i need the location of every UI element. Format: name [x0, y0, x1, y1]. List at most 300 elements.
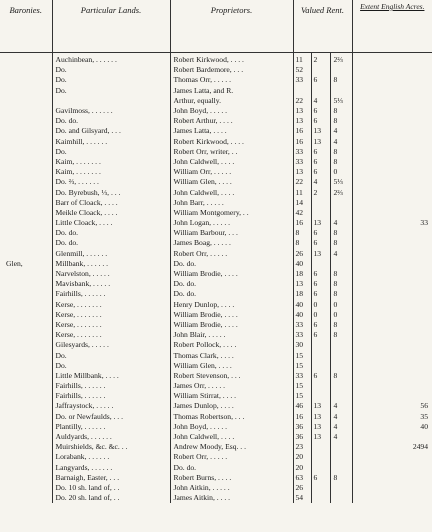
barony-cell: [0, 249, 52, 259]
table-row: [0, 147, 432, 157]
table-row: [0, 412, 432, 422]
barony-cell: [0, 228, 52, 238]
table-row: [0, 177, 432, 187]
proprietor-cell: Robert Kirkwood, . . . .: [170, 137, 293, 147]
table-row: [0, 198, 432, 208]
acres-cell: [352, 493, 432, 503]
acres-cell: [352, 53, 432, 66]
land-cell: Kerse, . . . . . . .: [52, 320, 170, 330]
acres-cell: [352, 300, 432, 310]
rent-pence-cell: 0: [330, 310, 352, 320]
rent-pence-cell: 2⅔: [330, 53, 352, 66]
land-cell: Do.: [52, 350, 170, 360]
proprietor-cell: Robert Orr, . . . . .: [170, 249, 293, 259]
acres-cell: [352, 483, 432, 493]
barony-cell: [0, 187, 52, 197]
table-row: [0, 442, 432, 452]
land-cell: Barr of Cloack, . . . .: [52, 198, 170, 208]
proprietor-cell: Andrew Moody, Esq. . .: [170, 442, 293, 452]
proprietor-cell: Do. do.: [170, 259, 293, 269]
proprietor-cell: Robert Kirkwood, . . . .: [170, 53, 293, 66]
header-extent-acres: Extent English Acres.: [352, 0, 432, 53]
header-valued-rent: Valued Rent.: [293, 0, 352, 53]
land-cell: Gilesyards, . . . . .: [52, 340, 170, 350]
land-cell: Kaimhill, . . . . . .: [52, 137, 170, 147]
barony-cell: [0, 137, 52, 147]
rent-shillings-cell: [311, 86, 330, 96]
proprietor-cell: John Caldwell, . . . .: [170, 187, 293, 197]
table-row: [0, 259, 432, 269]
proprietor-cell: John Boyd, . . . . .: [170, 422, 293, 432]
rent-shillings-cell: [311, 350, 330, 360]
barony-cell: [0, 371, 52, 381]
table-row: [0, 493, 432, 503]
land-cell: Kaim, . . . . . . .: [52, 167, 170, 177]
rent-pence-cell: 8: [330, 279, 352, 289]
rent-pence-cell: 2⅔: [330, 187, 352, 197]
rent-shillings-cell: 6: [311, 147, 330, 157]
land-cell: Millbank, . . . . . .: [52, 259, 170, 269]
rent-shillings-cell: [311, 65, 330, 75]
rent-pence-cell: 4: [330, 432, 352, 442]
rent-pounds-cell: 33: [293, 320, 311, 330]
land-cell: Little Millbank, . . . .: [52, 371, 170, 381]
land-cell: Kaim, . . . . . . .: [52, 157, 170, 167]
rent-pence-cell: 8: [330, 106, 352, 116]
proprietor-cell: John Aitkin, . . . . .: [170, 483, 293, 493]
barony-cell: [0, 126, 52, 136]
acres-cell: [352, 310, 432, 320]
acres-cell: [352, 350, 432, 360]
rent-shillings-cell: [311, 198, 330, 208]
proprietor-cell: James Boag, . . . . .: [170, 238, 293, 248]
rent-pence-cell: 8: [330, 473, 352, 483]
rent-shillings-cell: 13: [311, 432, 330, 442]
rent-pounds-cell: 8: [293, 228, 311, 238]
rent-pounds-cell: 63: [293, 473, 311, 483]
acres-cell: [352, 96, 432, 106]
rent-shillings-cell: [311, 361, 330, 371]
land-cell: Mavisbank, . . . . .: [52, 279, 170, 289]
rent-shillings-cell: 13: [311, 126, 330, 136]
proprietor-cell: William Glen, . . . .: [170, 361, 293, 371]
proprietor-cell: James Latta, . . . .: [170, 126, 293, 136]
rent-pence-cell: [330, 340, 352, 350]
barony-cell: [0, 340, 52, 350]
rent-pounds-cell: 13: [293, 106, 311, 116]
land-cell: Lorabank, . . . . . .: [52, 452, 170, 462]
barony-cell: [0, 269, 52, 279]
barony-cell: [0, 381, 52, 391]
rent-pounds-cell: 16: [293, 412, 311, 422]
rent-pounds-cell: 22: [293, 177, 311, 187]
proprietor-cell: John Blair, . . . . .: [170, 330, 293, 340]
rent-pence-cell: 8: [330, 157, 352, 167]
table-row: [0, 269, 432, 279]
acres-cell: 2494: [352, 442, 432, 452]
barony-cell: [0, 391, 52, 401]
rent-shillings-cell: 13: [311, 401, 330, 411]
rent-shillings-cell: [311, 463, 330, 473]
land-cell: Langyards, . . . . . .: [52, 463, 170, 473]
rent-shillings-cell: 4: [311, 96, 330, 106]
acres-cell: [352, 249, 432, 259]
proprietor-cell: Robert Arthur, . . . .: [170, 116, 293, 126]
rent-pence-cell: 0: [330, 300, 352, 310]
land-cell: Meikle Cloack, . . . .: [52, 208, 170, 218]
rent-pence-cell: 4: [330, 422, 352, 432]
acres-cell: [352, 269, 432, 279]
rent-pence-cell: 4: [330, 412, 352, 422]
land-cell: Do. and Gilsyard, . . .: [52, 126, 170, 136]
land-cell: [52, 96, 170, 106]
rent-pence-cell: 5⅓: [330, 96, 352, 106]
rent-pence-cell: 8: [330, 75, 352, 85]
rent-pounds-cell: 36: [293, 432, 311, 442]
rent-pounds-cell: 54: [293, 493, 311, 503]
land-cell: Do.: [52, 75, 170, 85]
table-row: [0, 452, 432, 462]
proprietor-cell: Thomas Orr, . . . . .: [170, 75, 293, 85]
proprietor-cell: John Logan, . . . . .: [170, 218, 293, 228]
rent-pence-cell: 0: [330, 167, 352, 177]
table-row: [0, 422, 432, 432]
proprietor-cell: Do. do.: [170, 289, 293, 299]
rent-pounds-cell: 8: [293, 238, 311, 248]
acres-cell: [352, 371, 432, 381]
rent-pence-cell: [330, 452, 352, 462]
proprietor-cell: Thomas Clark, . . . .: [170, 350, 293, 360]
rent-shillings-cell: [311, 391, 330, 401]
barony-cell: [0, 442, 52, 452]
proprietor-cell: William Brodie, . . . .: [170, 269, 293, 279]
rent-pounds-cell: 40: [293, 300, 311, 310]
proprietor-cell: John Caldwell, . . . .: [170, 157, 293, 167]
barony-cell: [0, 96, 52, 106]
proprietor-cell: James Dunlop, . . . .: [170, 401, 293, 411]
acres-cell: [352, 147, 432, 157]
rent-shillings-cell: 6: [311, 228, 330, 238]
land-cell: Do. 20 sh. land of, . .: [52, 493, 170, 503]
rent-pounds-cell: 42: [293, 208, 311, 218]
barony-cell: [0, 167, 52, 177]
rent-pence-cell: [330, 208, 352, 218]
barony-cell: Glen,: [6, 258, 23, 268]
acres-cell: [352, 187, 432, 197]
acres-cell: [352, 259, 432, 269]
rent-pence-cell: 4: [330, 401, 352, 411]
barony-cell: [0, 300, 52, 310]
rent-pence-cell: 4: [330, 137, 352, 147]
proprietor-cell: Robert Stevenson, . . .: [170, 371, 293, 381]
barony-cell: [0, 412, 52, 422]
rent-pounds-cell: 23: [293, 442, 311, 452]
barony-cell: [0, 452, 52, 462]
land-cell: Do.: [52, 361, 170, 371]
rent-shillings-cell: 6: [311, 116, 330, 126]
proprietor-cell: William Brodie, . . . .: [170, 320, 293, 330]
acres-cell: [352, 157, 432, 167]
proprietor-cell: William Brodie, . . . .: [170, 310, 293, 320]
table-row: [0, 126, 432, 136]
acres-cell: 33: [352, 218, 432, 228]
rent-pounds-cell: 33: [293, 75, 311, 85]
rent-shillings-cell: [311, 442, 330, 452]
table-row: [0, 371, 432, 381]
rent-pence-cell: 8: [330, 269, 352, 279]
barony-cell: [0, 320, 52, 330]
land-cell: Little Cloack, . . . .: [52, 218, 170, 228]
rent-pence-cell: [330, 391, 352, 401]
rent-pounds-cell: 33: [293, 157, 311, 167]
land-cell: Narvelston, . . . . .: [52, 269, 170, 279]
table-row: [0, 401, 432, 411]
rent-pence-cell: [330, 86, 352, 96]
land-cell: Gavilmoss, . . . . . .: [52, 106, 170, 116]
acres-cell: [352, 361, 432, 371]
barony-cell: [0, 147, 52, 157]
proprietor-cell: Robert Orr, . . . . .: [170, 452, 293, 462]
proprietor-cell: William Montgomery, . .: [170, 208, 293, 218]
rent-shillings-cell: 6: [311, 279, 330, 289]
rent-shillings-cell: 13: [311, 249, 330, 259]
rent-pounds-cell: 15: [293, 361, 311, 371]
table-row: [0, 289, 432, 299]
proprietor-cell: Robert Orr, writer, . .: [170, 147, 293, 157]
acres-cell: [352, 238, 432, 248]
table-row: [0, 249, 432, 259]
table-row: [0, 320, 432, 330]
rent-shillings-cell: 4: [311, 177, 330, 187]
proprietor-cell: Robert Pollock, . . . .: [170, 340, 293, 350]
rent-pounds-cell: 15: [293, 381, 311, 391]
rent-shillings-cell: 6: [311, 320, 330, 330]
land-cell: Jaffraystock, . . . . .: [52, 401, 170, 411]
rent-pounds-cell: 26: [293, 483, 311, 493]
table-row: [0, 137, 432, 147]
proprietor-cell: Arthur, equally.: [170, 96, 293, 106]
rent-pence-cell: 8: [330, 228, 352, 238]
barony-cell: [0, 473, 52, 483]
table-row: [0, 361, 432, 371]
table-row: [0, 75, 432, 85]
rent-shillings-cell: 0: [311, 310, 330, 320]
barony-cell: [0, 157, 52, 167]
rent-pounds-cell: 16: [293, 218, 311, 228]
header-row: [0, 0, 432, 53]
rent-pence-cell: 8: [330, 289, 352, 299]
table-row: [0, 86, 432, 96]
header-proprietors: Proprietors.: [170, 0, 293, 53]
acres-cell: [352, 330, 432, 340]
table-row: [0, 167, 432, 177]
proprietor-cell: Do. do.: [170, 279, 293, 289]
table-row: [0, 483, 432, 493]
rent-pounds-cell: 18: [293, 289, 311, 299]
rent-pounds-cell: 13: [293, 279, 311, 289]
rent-pence-cell: [330, 198, 352, 208]
rent-pence-cell: 4: [330, 249, 352, 259]
rent-pounds-cell: [293, 86, 311, 96]
rent-shillings-cell: 2: [311, 187, 330, 197]
rent-pounds-cell: 33: [293, 330, 311, 340]
rent-shillings-cell: [311, 208, 330, 218]
rent-shillings-cell: 6: [311, 238, 330, 248]
table-row: [0, 340, 432, 350]
table-row: [0, 350, 432, 360]
table-row: [0, 187, 432, 197]
acres-cell: 35: [352, 412, 432, 422]
barony-cell: [0, 238, 52, 248]
barony-cell: [0, 361, 52, 371]
acres-cell: [352, 340, 432, 350]
table-row: [0, 65, 432, 75]
rent-pence-cell: 5⅓: [330, 177, 352, 187]
land-cell: Do.: [52, 147, 170, 157]
rent-pence-cell: [330, 381, 352, 391]
rent-shillings-cell: 0: [311, 300, 330, 310]
barony-cell: [0, 75, 52, 85]
proprietor-cell: Do. do.: [170, 463, 293, 473]
land-cell: Muirshields, &c. &c. . .: [52, 442, 170, 452]
acres-cell: [352, 208, 432, 218]
rent-pounds-cell: 15: [293, 391, 311, 401]
rent-shillings-cell: 6: [311, 167, 330, 177]
barony-cell: [0, 422, 52, 432]
proprietor-cell: James Latta, and R.: [170, 86, 293, 96]
acres-cell: 56: [352, 401, 432, 411]
land-cell: Do. do.: [52, 238, 170, 248]
rent-shillings-cell: [311, 381, 330, 391]
rent-shillings-cell: 6: [311, 75, 330, 85]
acres-cell: [352, 126, 432, 136]
rent-shillings-cell: 6: [311, 330, 330, 340]
acres-cell: [352, 116, 432, 126]
acres-cell: [352, 289, 432, 299]
barony-cell: [0, 208, 52, 218]
table-row: [0, 208, 432, 218]
rent-pounds-cell: 20: [293, 463, 311, 473]
rent-pounds-cell: 20: [293, 452, 311, 462]
rent-shillings-cell: [311, 452, 330, 462]
rent-shillings-cell: [311, 483, 330, 493]
rent-shillings-cell: 2: [311, 53, 330, 66]
proprietor-cell: Henry Dunlop, . . . .: [170, 300, 293, 310]
rent-pence-cell: [330, 361, 352, 371]
rent-shillings-cell: 6: [311, 157, 330, 167]
proprietor-cell: John Boyd, . . . . .: [170, 106, 293, 116]
rent-shillings-cell: 13: [311, 137, 330, 147]
proprietor-cell: John Caldwell, . . . .: [170, 432, 293, 442]
rent-shillings-cell: [311, 340, 330, 350]
rent-pounds-cell: 18: [293, 269, 311, 279]
acres-cell: [352, 228, 432, 238]
table-row: [0, 310, 432, 320]
table-row: [0, 218, 432, 228]
rent-pounds-cell: 46: [293, 401, 311, 411]
land-cell: Barnaigh, Easter, . . .: [52, 473, 170, 483]
rent-pence-cell: 4: [330, 126, 352, 136]
barony-cell: [0, 350, 52, 360]
rent-pounds-cell: 11: [293, 53, 311, 66]
proprietor-cell: Robert Burns, . . . .: [170, 473, 293, 483]
rent-shillings-cell: 6: [311, 269, 330, 279]
barony-cell: [0, 330, 52, 340]
rent-pounds-cell: 40: [293, 259, 311, 269]
rent-pence-cell: 8: [330, 147, 352, 157]
rent-shillings-cell: 6: [311, 371, 330, 381]
land-cell: Plantilly, . . . . . .: [52, 422, 170, 432]
barony-cell: [0, 483, 52, 493]
barony-cell: [0, 289, 52, 299]
land-cell: Auchinbean, . . . . . .: [52, 53, 170, 66]
acres-cell: [352, 177, 432, 187]
rent-pence-cell: 8: [330, 320, 352, 330]
barony-cell: [0, 463, 52, 473]
land-cell: Fairhills, . . . . . .: [52, 381, 170, 391]
table-body: [0, 53, 432, 504]
barony-cell: [0, 432, 52, 442]
proprietor-cell: James Orr, . . . . .: [170, 381, 293, 391]
barony-cell: [0, 218, 52, 228]
barony-cell: [0, 53, 52, 66]
table-row: [0, 238, 432, 248]
barony-cell: [0, 310, 52, 320]
acres-cell: [352, 86, 432, 96]
land-cell: Kerse, . . . . . . .: [52, 300, 170, 310]
barony-cell: [0, 106, 52, 116]
rent-pounds-cell: 33: [293, 147, 311, 157]
acres-cell: [352, 106, 432, 116]
rent-pounds-cell: 30: [293, 340, 311, 350]
rent-pounds-cell: 14: [293, 198, 311, 208]
rent-shillings-cell: 13: [311, 218, 330, 228]
rent-pence-cell: 8: [330, 238, 352, 248]
rent-shillings-cell: 13: [311, 412, 330, 422]
table-row: [0, 116, 432, 126]
land-cell: Kerse, . . . . . . .: [52, 310, 170, 320]
acres-cell: [352, 167, 432, 177]
acres-cell: [352, 65, 432, 75]
rent-pence-cell: [330, 442, 352, 452]
rent-pence-cell: [330, 259, 352, 269]
land-cell: Fairhills, . . . . . .: [52, 289, 170, 299]
proprietor-cell: Robert Bardemore, . . .: [170, 65, 293, 75]
table-row: [0, 381, 432, 391]
acres-cell: [352, 198, 432, 208]
barony-cell: [0, 279, 52, 289]
barony-cell: [0, 116, 52, 126]
rent-pounds-cell: 52: [293, 65, 311, 75]
rent-pounds-cell: 33: [293, 371, 311, 381]
rent-pounds-cell: 40: [293, 310, 311, 320]
rent-pounds-cell: 16: [293, 126, 311, 136]
land-cell: Do.: [52, 86, 170, 96]
rent-shillings-cell: 6: [311, 289, 330, 299]
rent-pounds-cell: 15: [293, 350, 311, 360]
land-cell: Do. 10 sh. land of, . .: [52, 483, 170, 493]
proprietor-cell: William Orr, . . . . .: [170, 167, 293, 177]
land-cell: Do. ⅔, . . . . . .: [52, 177, 170, 187]
table-row: [0, 300, 432, 310]
proprietor-cell: James Aitkin, . . . .: [170, 493, 293, 503]
table-row: [0, 53, 432, 66]
rent-pence-cell: [330, 463, 352, 473]
acres-cell: [352, 463, 432, 473]
acres-cell: [352, 432, 432, 442]
table-row: [0, 106, 432, 116]
rent-shillings-cell: 6: [311, 106, 330, 116]
